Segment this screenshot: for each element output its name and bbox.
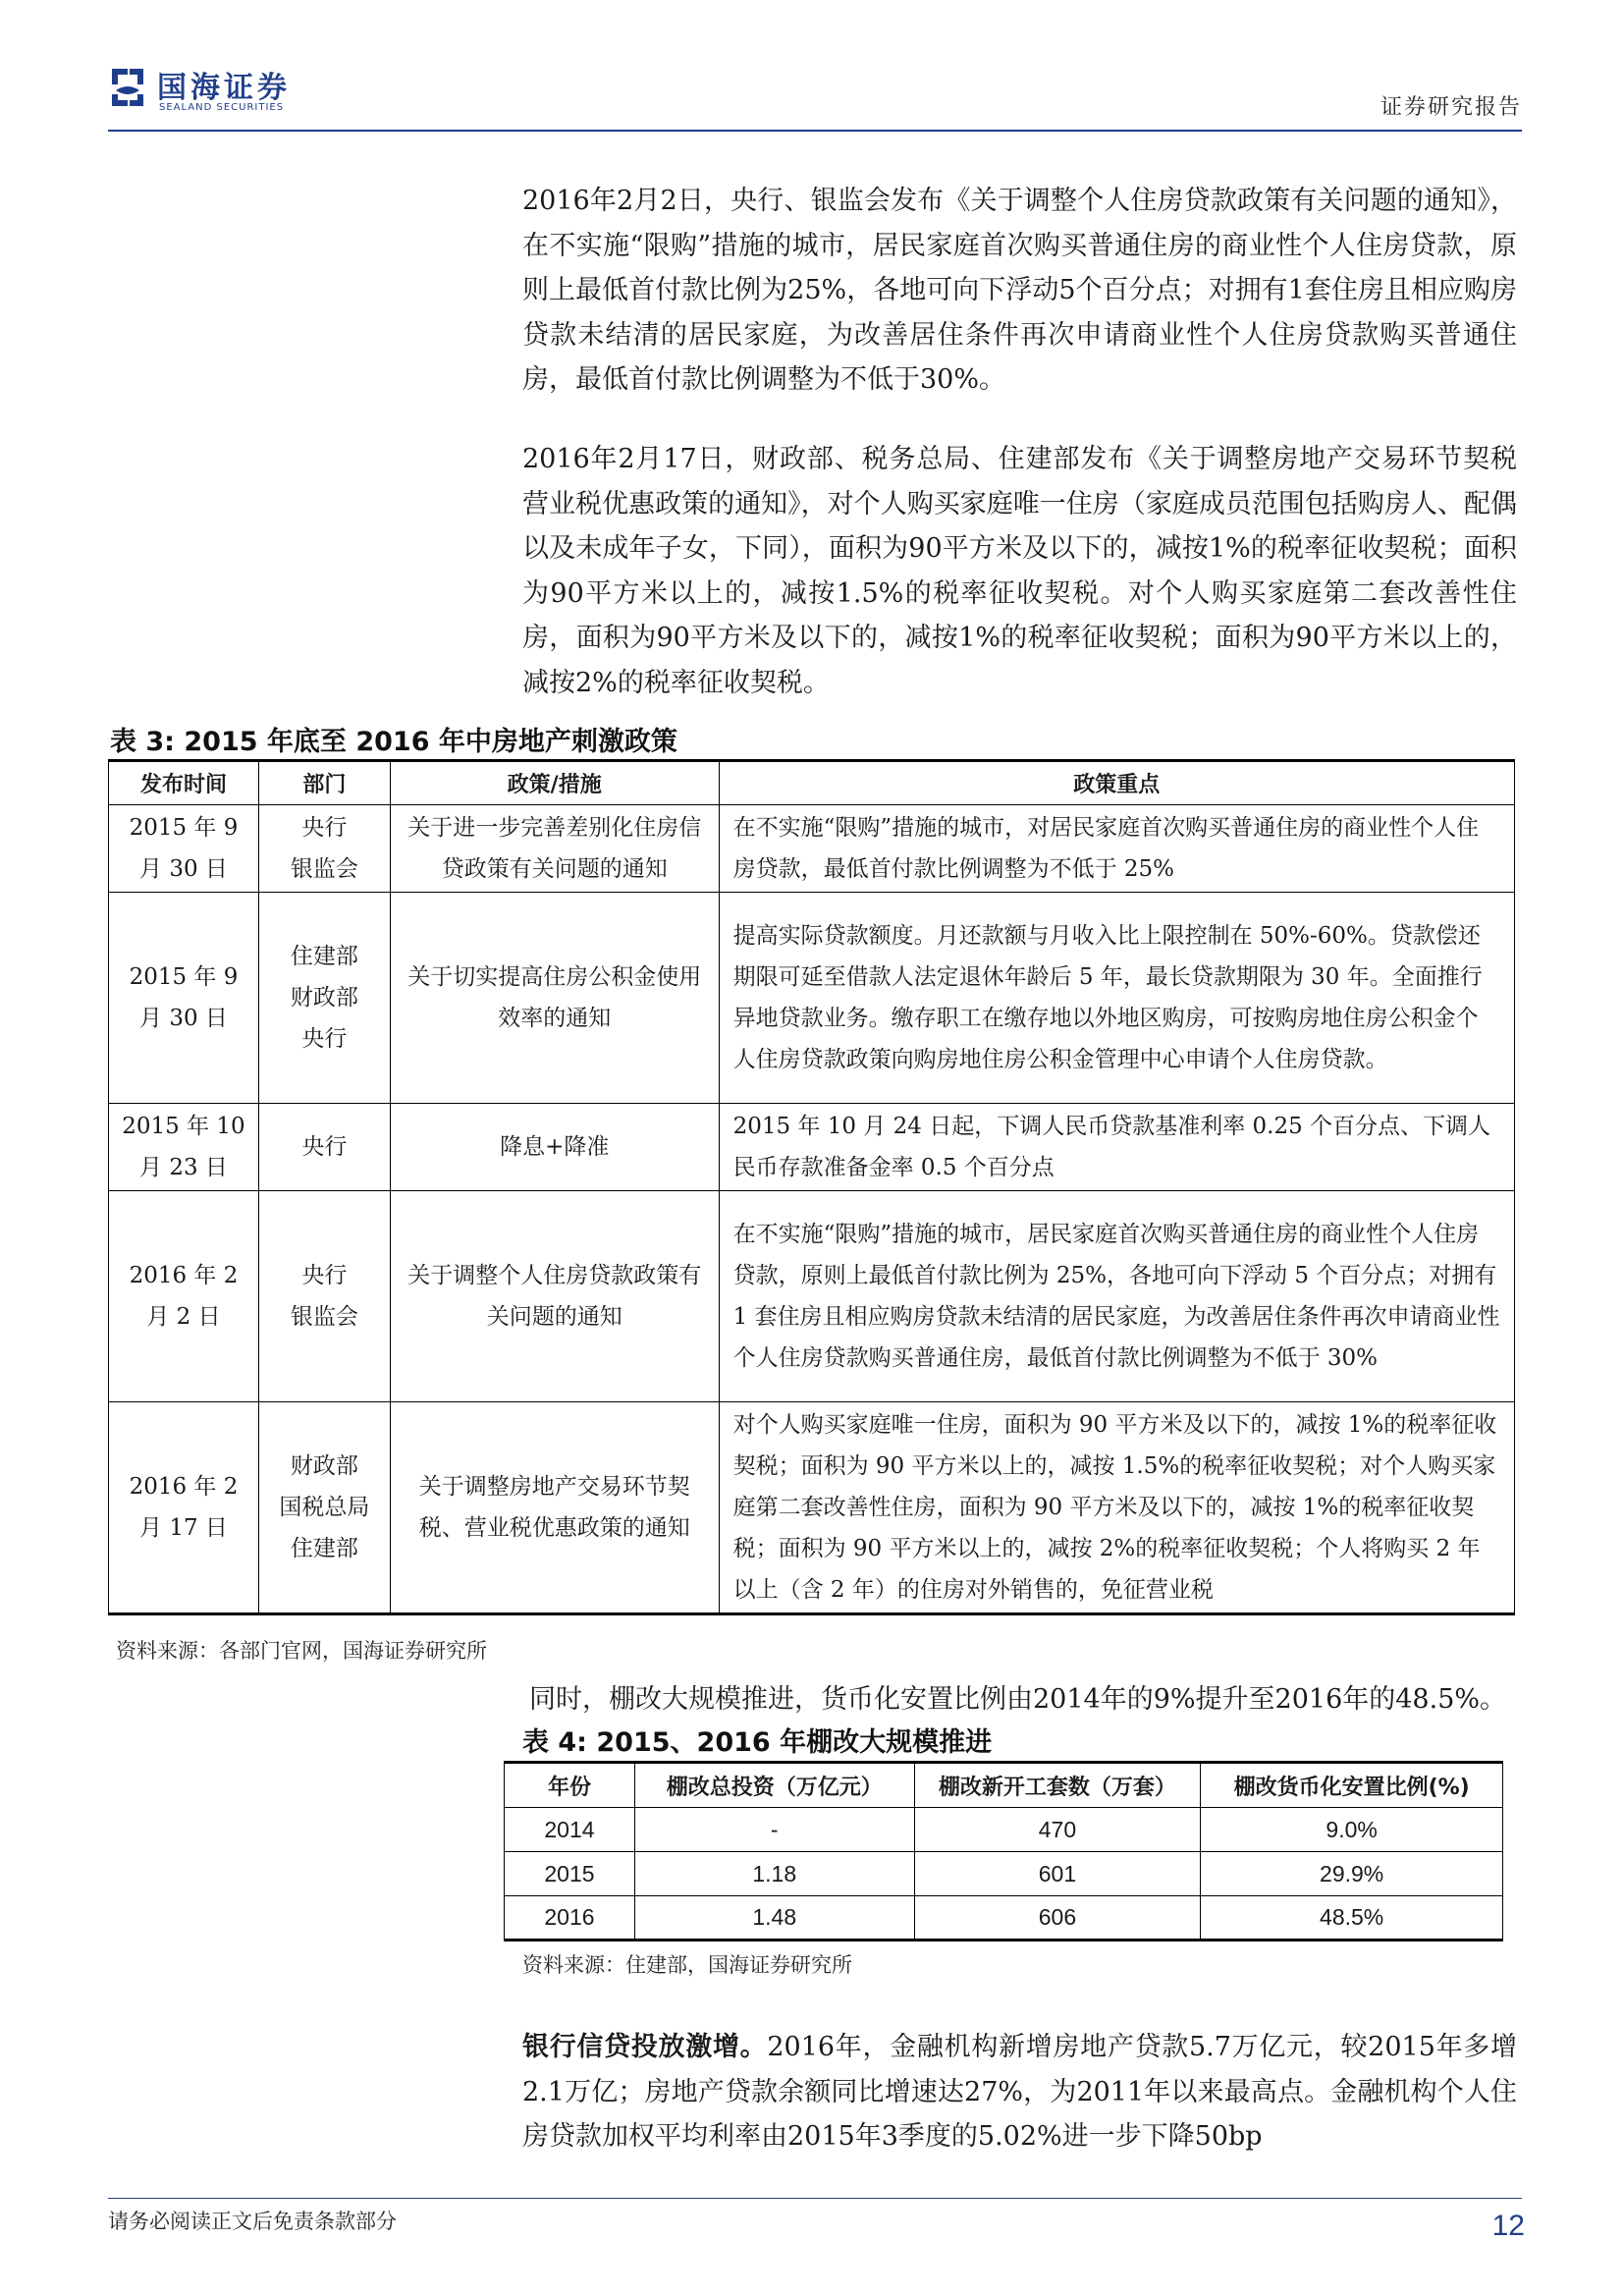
sealand-logo-icon: [108, 65, 147, 110]
table4-row: [505, 1808, 1503, 1852]
table3-cell-focus: 提高实际贷款额度。月还款额与月收入比上限控制在 50%-60%。贷款偿还期限可延至借款人法定退休年龄后 5 年，最长贷款期限为 30 年。全面推行异地贷款业务。缴存职工在缴存地以外地区购房，可按购房地住房公积金个人住房贷款政策向购房地住房公积金管理中心申请个人住房贷款。: [719, 893, 1514, 1104]
table4-cell: 606: [914, 1896, 1201, 1941]
footer-divider: [108, 2198, 1522, 2199]
table3-header-dept: 部门: [258, 761, 390, 805]
table3-cell-policy: 关于进一步完善差别化住房信贷政策有关问题的通知: [390, 805, 719, 893]
table3-cell-policy: 降息+降准: [390, 1104, 719, 1191]
footer-disclaimer: 请务必阅读正文后免责条款部分: [108, 2210, 397, 2233]
table3-cell-date: 2016 年 2 月 2 日: [109, 1191, 259, 1402]
closing-text: 2016年，金融机构新增房地产贷款5.7万亿元，较2015年多增2.1万亿；房地产贷款余额同比增速达27%，为2011年以来最高点。金融机构个人住房贷款加权平均利率由2015年3季度的5.02%进一步下降50bp: [522, 2032, 1518, 2152]
table4-row: [505, 1896, 1503, 1941]
table3-cell-focus: 在不实施“限购”措施的城市，居民家庭首次购买普通住房的商业性个人住房贷款，原则上最低首付款比例为 25%，各地可向下浮动 5 个百分点；对拥有 1 套住房且相应购房贷款未结清的居民家庭，为改善居住条件再次申请商业性个人住房贷款购买普通住房，最低首付款比例调整为不低于 30%: [719, 1191, 1514, 1402]
table3-cell-policy: 关于调整个人住房贷款政策有关问题的通知: [390, 1191, 719, 1402]
table4: [504, 1761, 1503, 1941]
table3-cell-date: 2015 年 10 月 23 日: [109, 1104, 259, 1191]
table3-row: [109, 893, 1515, 1104]
closing-lead: 银行信贷投放激增。: [522, 2032, 768, 2062]
table4-cell: 2015: [505, 1852, 635, 1896]
paragraph-text: 2016年2月2日，央行、银监会发布《关于调整个人住房贷款政策有关问题的通知》，在不实施“限购”措施的城市，居民家庭首次购买普通住房的商业性个人住房贷款，原则上最低首付款比例为25%，各地可向下浮动5个百分点；对拥有1套住房且相应购房贷款未结清的居民家庭，为改善居住条件再次申请商业性个人住房贷款购买普通住房，最低首付款比例调整为不低于30%。: [522, 186, 1517, 395]
table3-header-policy: 政策/措施: [390, 761, 719, 805]
table3-row: [109, 1402, 1515, 1614]
table4-header-investment: 棚改总投资（万亿元）: [634, 1763, 914, 1808]
table3-cell-date: 2016 年 2 月 17 日: [109, 1402, 259, 1614]
table4-cell: 2016: [505, 1896, 635, 1941]
table3-cell-dept: 央行 银监会: [258, 1191, 390, 1402]
table3-source: 资料来源：各部门官网，国海证券研究所: [116, 1639, 487, 1663]
table3-row: [109, 805, 1515, 893]
table3-header-focus: 政策重点: [719, 761, 1514, 805]
table4-cell: 48.5%: [1201, 1896, 1503, 1941]
table3-cell-date: 2015 年 9 月 30 日: [109, 805, 259, 893]
table3-title: 表 3: 2015 年底至 2016 年中房地产刺激政策: [110, 727, 677, 757]
table4-cell: 601: [914, 1852, 1201, 1896]
table4-cell: 1.18: [634, 1852, 914, 1896]
table3-header-date: 发布时间: [109, 761, 259, 805]
table4-title: 表 4: 2015、2016 年棚改大规模推进: [522, 1727, 993, 1758]
table4-header-year: 年份: [505, 1763, 635, 1808]
table3-cell-policy: 关于调整房地产交易环节契税、营业税优惠政策的通知: [390, 1402, 719, 1614]
interlude-text: 同时，棚改大规模推进，货币化安置比例由2014年的9%提升至2016年的48.5%。: [529, 1684, 1507, 1715]
table3-cell-focus: 对个人购买家庭唯一住房，面积为 90 平方米及以下的，减按 1%的税率征收契税；面积为 90 平方米以上的，减按 1.5%的税率征收契税；对个人购买家庭第二套改善性住房，面积为 90 平方米及以下的，减按 1%的税率征收契税；面积为 90 平方米以上的，减按 2%的税率征收契税；个人将购买 2 年以上（含 2 年）的住房对外销售的，免征营业税: [719, 1402, 1514, 1614]
logo-cn-text: 国海证券: [157, 71, 291, 105]
table4-cell: 29.9%: [1201, 1852, 1503, 1896]
table4-cell: 9.0%: [1201, 1808, 1503, 1852]
table4-cell: 1.48: [634, 1896, 914, 1941]
paragraph-text: 2016年2月17日，财政部、税务总局、住建部发布《关于调整房地产交易环节契税 营业税优惠政策的通知》，对个人购买家庭唯一住房（家庭成员范围包括购房人、配偶以及未成年子女，下同），面积为90平方米及以下的，减按1%的税率征收契税；面积为90平方米以上的，减按1.5%的税率征收契税。对个人购买家庭第二套改善性住房，面积为90平方米及以下的，减按1%的税率征收契税；面积为90平方米以上的，减按2%的税率征收契税。: [522, 444, 1517, 698]
table4-header-starts: 棚改新开工套数（万套）: [914, 1763, 1201, 1808]
logo-en-text: SEALAND SECURITIES: [159, 102, 285, 113]
table4-header-ratio: 棚改货币化安置比例(%): [1201, 1763, 1503, 1808]
table3-row: [109, 1191, 1515, 1402]
table3-cell-focus: 在不实施“限购”措施的城市，对居民家庭首次购买普通住房的商业性个人住房贷款，最低首付款比例调整为不低于 25%: [719, 805, 1514, 893]
header-divider: [108, 130, 1522, 132]
table3-cell-dept: 央行: [258, 1104, 390, 1191]
paragraph-2: [522, 437, 1517, 705]
table4-cell: 2014: [505, 1808, 635, 1852]
page-number: 12: [1491, 2210, 1525, 2242]
table4-cell: 470: [914, 1808, 1201, 1852]
table4-cell: -: [634, 1808, 914, 1852]
company-logo: [108, 61, 324, 120]
paragraph-1: [522, 179, 1517, 403]
table3-cell-dept: 央行 银监会: [258, 805, 390, 893]
table3-row: [109, 1104, 1515, 1191]
table3-cell-dept: 住建部 财政部 央行: [258, 893, 390, 1104]
table3-cell-focus: 2015 年 10 月 24 日起，下调人民币贷款基准利率 0.25 个百分点、下调人民币存款准备金率 0.5 个百分点: [719, 1104, 1514, 1191]
report-type-label: 证券研究报告: [1380, 95, 1522, 120]
table4-row: [505, 1852, 1503, 1896]
closing-paragraph: [522, 2025, 1517, 2159]
table3-cell-dept: 财政部 国税总局 住建部: [258, 1402, 390, 1614]
table3: [108, 759, 1515, 1615]
table3-cell-date: 2015 年 9 月 30 日: [109, 893, 259, 1104]
table4-source: 资料来源：住建部，国海证券研究所: [522, 1953, 852, 1977]
table3-cell-policy: 关于切实提高住房公积金使用效率的通知: [390, 893, 719, 1104]
page-header: [108, 61, 1522, 130]
